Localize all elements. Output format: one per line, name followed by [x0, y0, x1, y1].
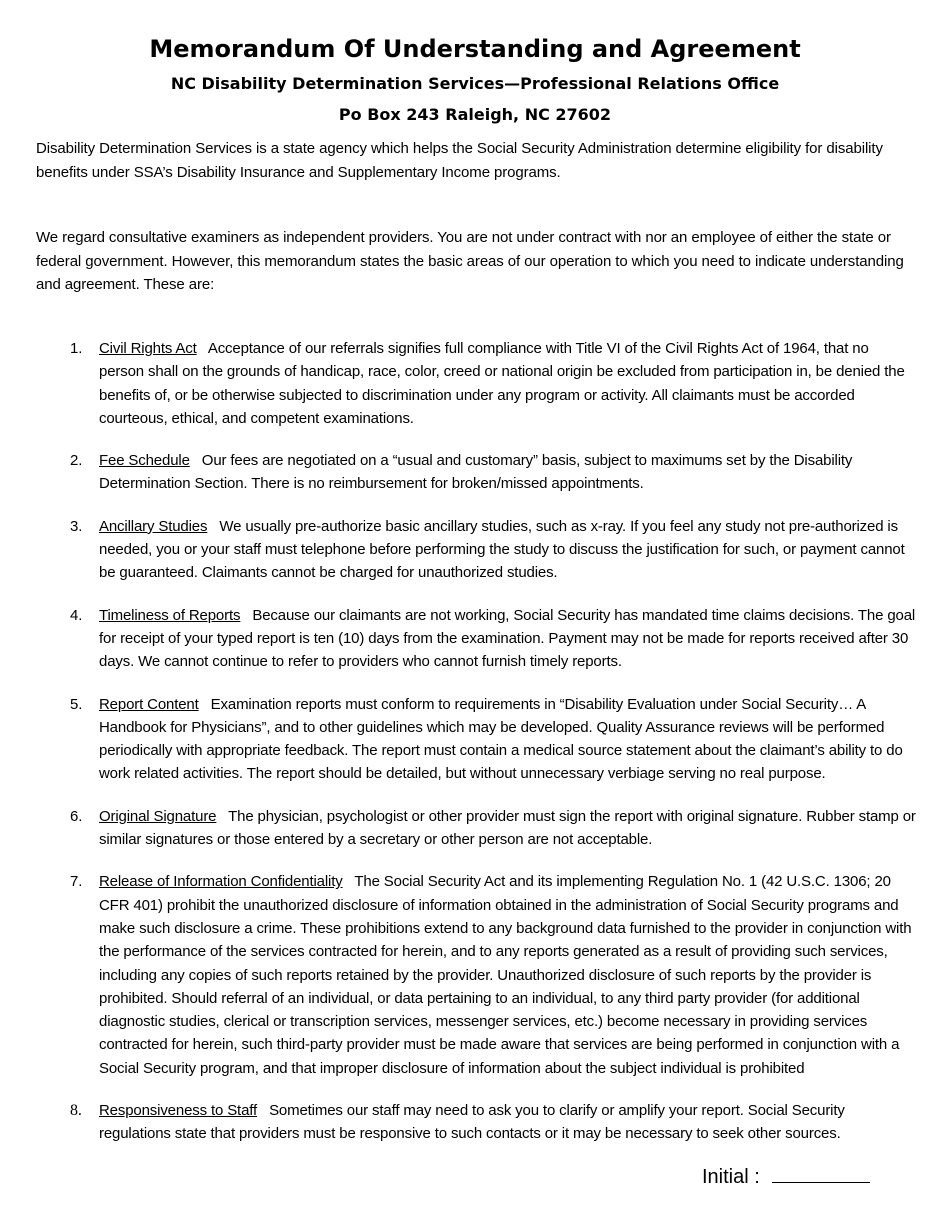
item-number: 4.	[70, 606, 83, 624]
item-text: Acceptance of our referrals signifies full compliance with Title VI of the Civil Rights Act of 1964, that no person shall on the grounds of handicap, race, color, creed or national origin be excluded from participation in, be denied the benefits of, or be otherwise subjected to discrimination under any program or activity. All claimants must be accorded courteous, ethical, and competent examinations.	[99, 340, 905, 427]
list-item	[0, 1099, 916, 1146]
item-heading: Civil Rights Act	[99, 340, 197, 357]
list-item	[0, 337, 916, 430]
list-item	[0, 870, 916, 1080]
item-heading: Timeliness of Reports	[99, 606, 241, 624]
office-address: Po Box 243 Raleigh, NC 27602	[338, 105, 612, 124]
item-text: We usually pre-authorize basic ancillary studies, such as x-ray. If you feel any study not pre-authorized is needed, you or your staff must telephone before performing the study to discuss the justification for such, or payment cannot be guaranteed. Claimants cannot be charged for unauthorized studies.	[99, 517, 905, 582]
item-text: Examination reports must conform to requirements in “Disability Evaluation under Social Security… A Handbook for Physicians”, and to other guidelines which may be developed. Quality Assurance reviews will be performed periodically with appropriate feedback. The report must contain a medical source statement about the claimant’s ability to do work related activities. The report should be detailed, but without unnecessary verbiage serving no real purpose.	[99, 695, 903, 783]
item-heading: Fee Schedule	[99, 452, 190, 470]
initial-field	[702, 1162, 870, 1190]
item-heading: Ancillary Studies	[99, 517, 208, 535]
item-number: 6.	[70, 807, 83, 825]
item-text: Our fees are negotiated on a “usual and customary” basis, subject to maximums set by the Disability Determination Section. There is no reimbursement for broken/missed appointments.	[99, 452, 853, 493]
item-heading: Release of Information Confidentiality	[99, 873, 343, 891]
item-text: Sometimes our staff may need to ask you to clarify or amplify your report. Social Security regulations state that providers must be responsive to such contacts or it may be necessary to seek other sources.	[99, 1102, 845, 1143]
intro-paragraph-1: Disability Determination Services is a state agency which helps the Social Security Administration determine eligibility for disability benefits under SSA’s Disability Insurance and Supplementary Income programs.	[36, 140, 883, 181]
office-name: NC Disability Determination Services—Professional Relations Office	[170, 74, 780, 93]
intro-paragraph-2: We regard consultative examiners as independent providers. You are not under contract with nor an employee of either the state or federal government. However, this memorandum states the basic areas of our operation to which you need to indicate understanding and agreement. These are:	[36, 229, 904, 293]
item-heading: Report Content	[99, 695, 199, 713]
list-item	[0, 515, 916, 585]
item-number: 7.	[70, 873, 83, 891]
item-number: 8.	[70, 1102, 82, 1120]
list-item	[0, 449, 916, 496]
item-number: 5.	[70, 695, 83, 713]
item-number: 1.	[70, 340, 83, 357]
list-item	[0, 693, 916, 786]
item-text: Because our claimants are not working, Social Security has mandated time claims decisions. The goal for receipt of your typed report is ten (10) days from the examination. Payment may not be made for reports received after 30 days. We cannot continue to refer to providers who cannot furnish timely reports.	[99, 606, 916, 671]
list-item	[0, 604, 916, 674]
list-item	[0, 805, 916, 852]
initial-signature-line[interactable]	[772, 1162, 870, 1183]
item-number: 2.	[70, 452, 83, 470]
document-title: Memorandum Of Understanding and Agreement	[149, 35, 801, 63]
item-text: The physician, psychologist or other provider must sign the report with original signature. Rubber stamp or similar signatures or those entered by a secretary or other person are not acceptable.	[99, 807, 916, 849]
agreement-list	[0, 337, 950, 1165]
item-heading: Responsiveness to Staff	[99, 1102, 258, 1120]
initial-label: Initial :	[702, 1166, 760, 1188]
item-number: 3.	[70, 517, 83, 535]
item-heading: Original Signature	[99, 807, 217, 825]
item-text: The Social Security Act and its implementing Regulation No. 1 (42 U.S.C. 1306; 20 CFR 401) prohibit the unauthorized disclosure of information obtained in the administration of Social Security programs and make such disclosure a crime. These prohibitions extend to any background data furnished to the provider in conjunction with the performance of the services contracted for herein, and to any reports generated as a result of providing such services, including any copies of such reports retained by the provider. Unauthorized disclosure of such reports by the provider is prohibited. Should referral of an individual, or data pertaining to an individual, to any third party provider (for additional diagnostic studies, clerical or transcription services, messenger services, etc.) become necessary in providing services contracted for herein, such third-party provider must be made aware that services are being performed in conjunction with a Social Security program, and that improper disclosure of information about the subject individual is prohibited	[99, 873, 912, 1077]
